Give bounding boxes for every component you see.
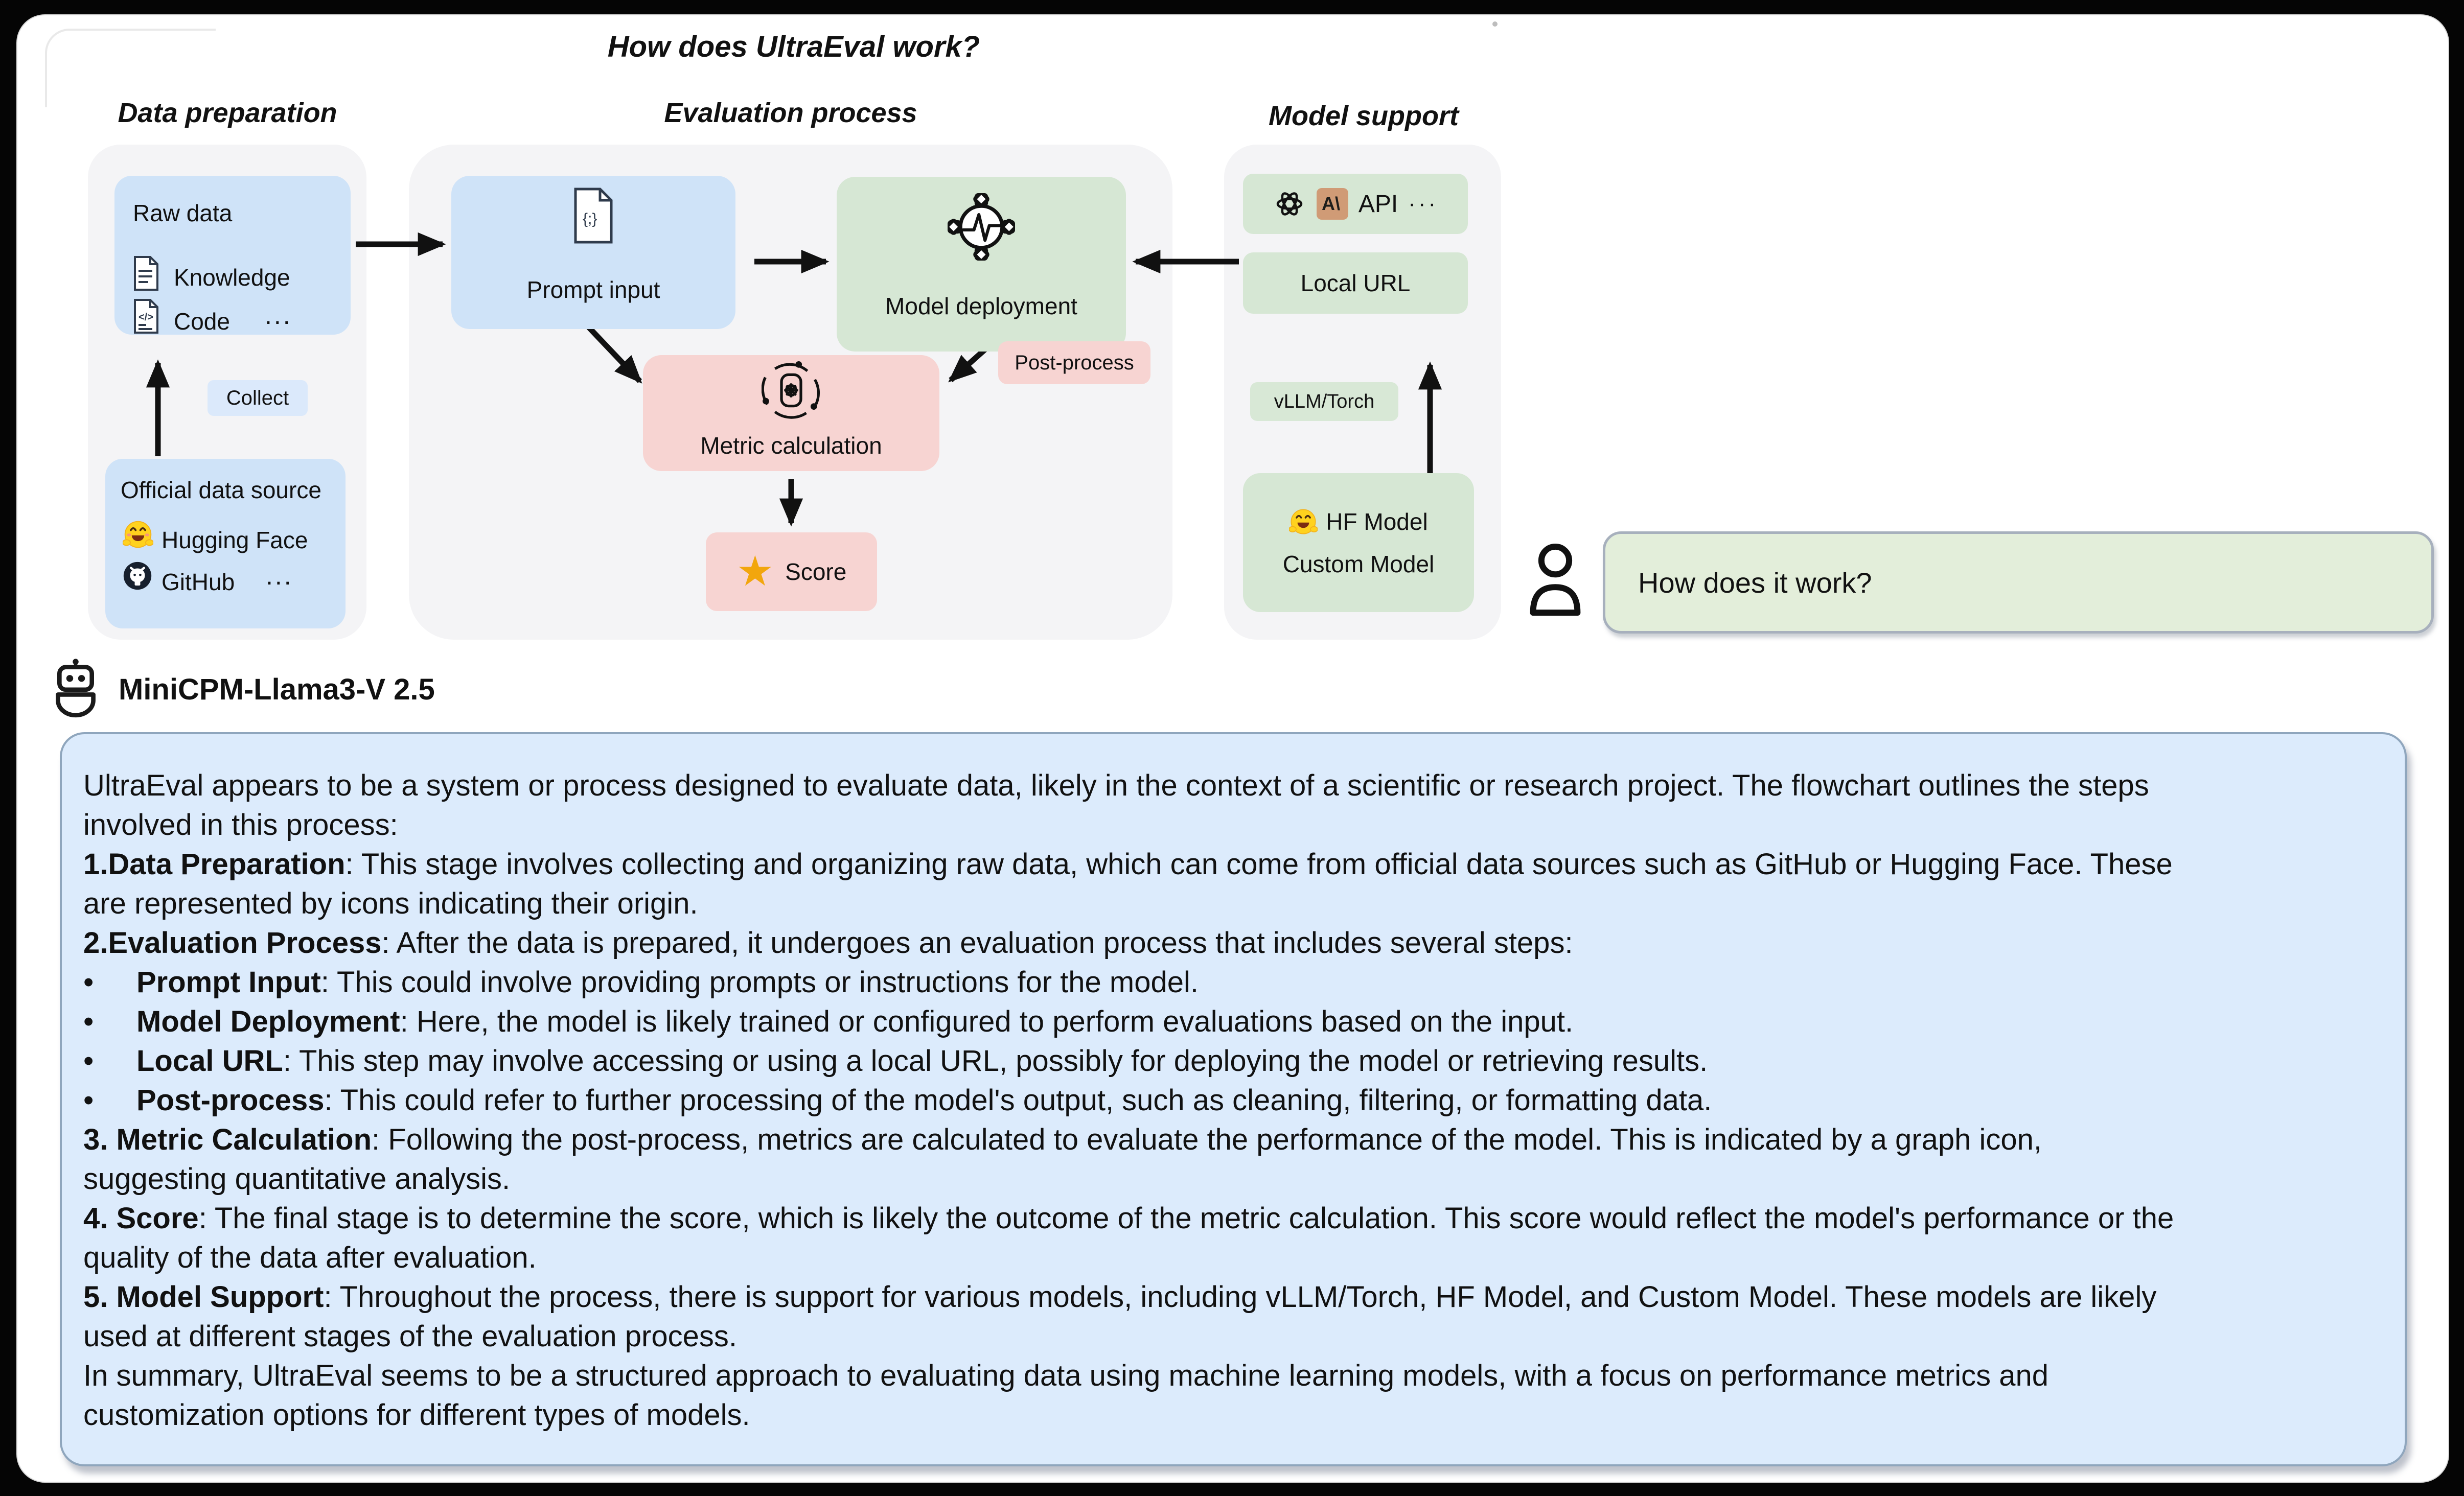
star-icon: ★ bbox=[736, 548, 774, 595]
model-deployment-label: Model deployment bbox=[885, 293, 1077, 319]
official-source-item-github: GitHub bbox=[162, 569, 235, 595]
user-person-icon bbox=[1527, 541, 1583, 618]
response-line: suggesting quantitative analysis. bbox=[83, 1162, 511, 1196]
response-line: 2.Evaluation Process: After the data is prepared, it undergoes an evaluation process that includes several steps: bbox=[83, 926, 1573, 960]
response-line: • Prompt Input: This could involve providing prompts or instructions for the model. bbox=[83, 966, 1199, 999]
vllm-torch-label: vLLM/Torch bbox=[1250, 382, 1398, 421]
response-line: are represented by icons indicating their origin. bbox=[83, 887, 698, 920]
document-icon bbox=[132, 255, 160, 291]
section-header-model-support: Model support bbox=[1269, 101, 1459, 131]
hugging-face-icon bbox=[1289, 507, 1318, 536]
svg-text:A\: A\ bbox=[1321, 193, 1340, 214]
user-message-text: How does it work? bbox=[1638, 566, 1872, 599]
response-text bbox=[83, 766, 2386, 1435]
hf-model-box bbox=[1243, 473, 1474, 612]
official-data-source-title: Official data source bbox=[121, 477, 321, 503]
metric-orbit-icon bbox=[762, 361, 821, 420]
anthropic-icon bbox=[1317, 188, 1348, 220]
section-header-evaluation-process: Evaluation process bbox=[664, 98, 917, 128]
response-line: involved in this process: bbox=[83, 808, 398, 842]
svg-text:{;}: {;} bbox=[583, 211, 597, 227]
svg-text:</>: </> bbox=[139, 312, 153, 323]
response-line: 4. Score: The final stage is to determine the score, which is likely the outcome of the metric calculation. This score would reflect the model's performance or the bbox=[83, 1202, 2174, 1235]
response-line: 1.Data Preparation: This stage involves collecting and organizing raw data, which can come from official data sources such as GitHub or Hugging Face. These bbox=[83, 848, 2173, 881]
section-header-data-preparation: Data preparation bbox=[118, 98, 337, 128]
response-line: 3. Metric Calculation: Following the post-process, metrics are calculated to evaluate the performance of the model. This is indicated by a graph icon, bbox=[83, 1123, 2042, 1156]
bot-response-box bbox=[60, 732, 2407, 1466]
code-file-icon bbox=[132, 298, 160, 334]
collect-label: Collect bbox=[208, 380, 308, 416]
metric-calculation-label: Metric calculation bbox=[700, 432, 882, 459]
custom-model-label: Custom Model bbox=[1282, 551, 1435, 577]
response-line: quality of the data after evaluation. bbox=[83, 1241, 537, 1274]
official-source-item-hugging-face: Hugging Face bbox=[162, 527, 308, 553]
gear-pulse-icon bbox=[948, 193, 1015, 261]
hugging-face-icon bbox=[123, 519, 153, 550]
score-box bbox=[706, 532, 877, 611]
response-line: • Model Deployment: Here, the model is likely trained or configured to perform evaluations based on the input. bbox=[83, 1005, 1574, 1038]
official-source-ellipsis: ... bbox=[266, 562, 293, 590]
response-line: • Post-process: This could refer to further processing of the model's output, such as cleaning, filtering, or formatting data. bbox=[83, 1084, 1712, 1117]
api-box bbox=[1243, 174, 1468, 234]
post-process-label: Post-process bbox=[998, 341, 1150, 384]
raw-data-item-code: Code bbox=[174, 308, 230, 335]
raw-data-ellipsis: ... bbox=[265, 301, 292, 330]
local-url-box: Local URL bbox=[1243, 252, 1468, 314]
openai-icon bbox=[1273, 187, 1306, 221]
api-label: API bbox=[1358, 190, 1398, 218]
score-label: Score bbox=[785, 558, 847, 585]
bot-name: MiniCPM-Llama3-V 2.5 bbox=[119, 673, 435, 706]
robot-icon bbox=[51, 658, 100, 718]
hf-model-label: HF Model bbox=[1326, 508, 1428, 535]
prompt-document-icon bbox=[570, 187, 616, 244]
api-ellipsis: ··· bbox=[1408, 191, 1439, 216]
response-line: UltraEval appears to be a system or process designed to evaluate data, likely in the context of a scientific or research project. The flowchart outlines the steps bbox=[83, 769, 2149, 802]
github-icon bbox=[123, 561, 152, 591]
diagram-title: How does UltraEval work? bbox=[607, 30, 980, 63]
prompt-input-label: Prompt input bbox=[526, 276, 660, 303]
response-line: customization options for different types of models. bbox=[83, 1398, 750, 1432]
response-line: • Local URL: This step may involve accessing or using a local URL, possibly for deploying the model or retrieving results. bbox=[83, 1044, 1708, 1078]
response-line: 5. Model Support: Throughout the process, there is support for various models, including vLLM/Torch, HF Model, and Custom Model. These models are likely bbox=[83, 1280, 2157, 1314]
raw-data-item-knowledge: Knowledge bbox=[174, 264, 290, 291]
user-message-bubble bbox=[1603, 531, 2434, 634]
response-line: In summary, UltraEval seems to be a structured approach to evaluating data using machine learning models, with a focus on performance metrics and bbox=[83, 1359, 2048, 1392]
raw-data-title: Raw data bbox=[133, 200, 233, 226]
response-line: used at different stages of the evaluation process. bbox=[83, 1320, 737, 1353]
